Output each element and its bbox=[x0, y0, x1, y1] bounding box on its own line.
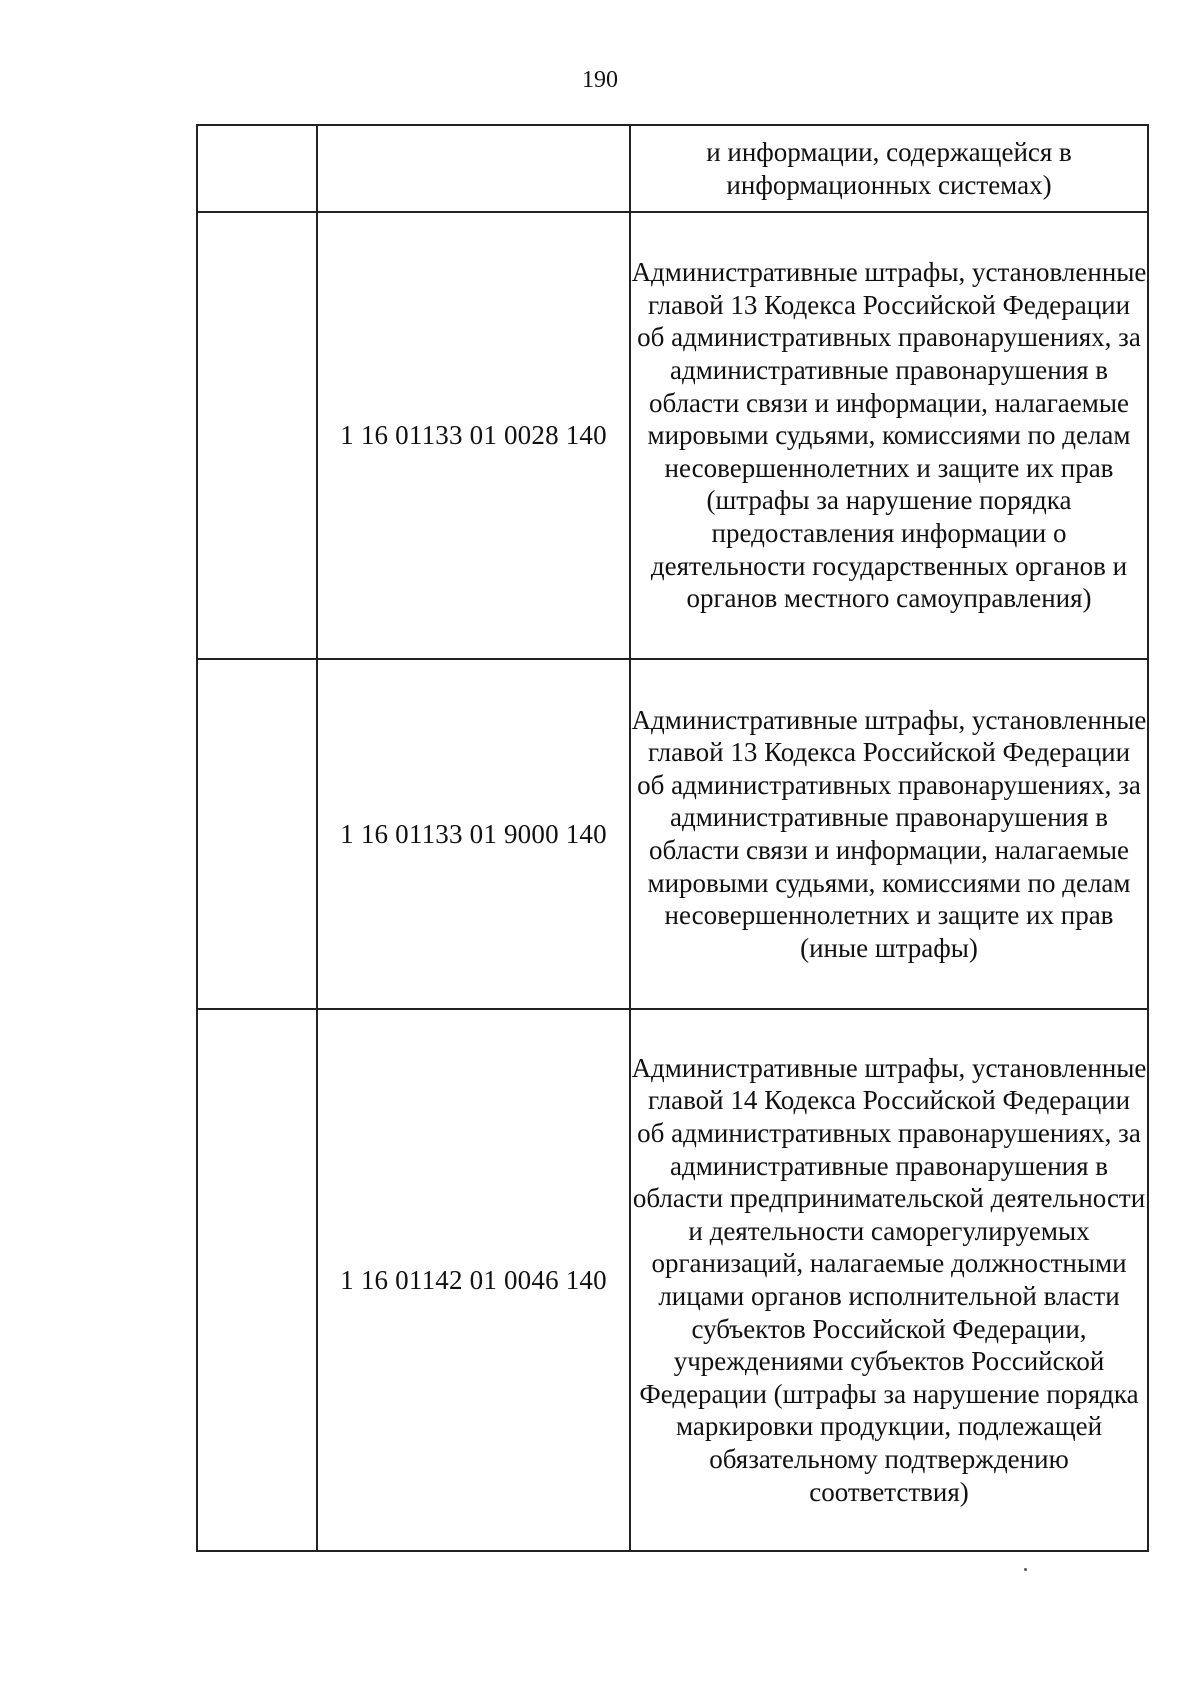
budget-code-cell: 1 16 01133 01 9000 140 bbox=[317, 659, 630, 1009]
table-row bbox=[197, 1009, 1148, 1551]
row-number-cell bbox=[197, 1009, 317, 1551]
table-row bbox=[197, 212, 1148, 659]
scan-speck bbox=[1024, 1568, 1027, 1571]
description-cell: Административные штрафы, установленные главой 13 Кодекса Российской Федерации об административных правонарушениях, за административные правонарушения в области связи и информации, налагаемые мировыми судьями, комиссиями по делам несовершеннолетних и защите их прав (иные штрафы) bbox=[630, 659, 1148, 1009]
row-number-cell bbox=[197, 212, 317, 659]
budget-code-cell: 1 16 01133 01 0028 140 bbox=[317, 212, 630, 659]
page-number: 190 bbox=[582, 67, 618, 93]
budget-code-table bbox=[196, 124, 1149, 1552]
table-row bbox=[197, 125, 1148, 212]
description-cell: и информации, содержащейся в информационных системах) bbox=[630, 125, 1148, 212]
row-number-cell bbox=[197, 125, 317, 212]
description-cell: Административные штрафы, установленные главой 14 Кодекса Российской Федерации об административных правонарушениях, за административные правонарушения в области предпринимательской деятельности и деятельности саморегулируемых организаций, налагаемые должностными лицами органов исполнительной власти субъектов Российской Федерации, учреждениями субъектов Российской Федерации (штрафы за нарушение порядка маркировки продукции, подлежащей обязательному подтверждению соответствия) bbox=[630, 1009, 1148, 1551]
budget-code-cell bbox=[317, 125, 630, 212]
budget-code-cell: 1 16 01142 01 0046 140 bbox=[317, 1009, 630, 1551]
row-number-cell bbox=[197, 659, 317, 1009]
description-cell: Административные штрафы, установленные главой 13 Кодекса Российской Федерации об административных правонарушениях, за административные правонарушения в области связи и информации, налагаемые мировыми судьями, комиссиями по делам несовершеннолетних и защите их прав (штрафы за нарушение порядка предоставления информации о деятельности государственных органов и органов местного самоуправления) bbox=[630, 212, 1148, 659]
table-row bbox=[197, 659, 1148, 1009]
